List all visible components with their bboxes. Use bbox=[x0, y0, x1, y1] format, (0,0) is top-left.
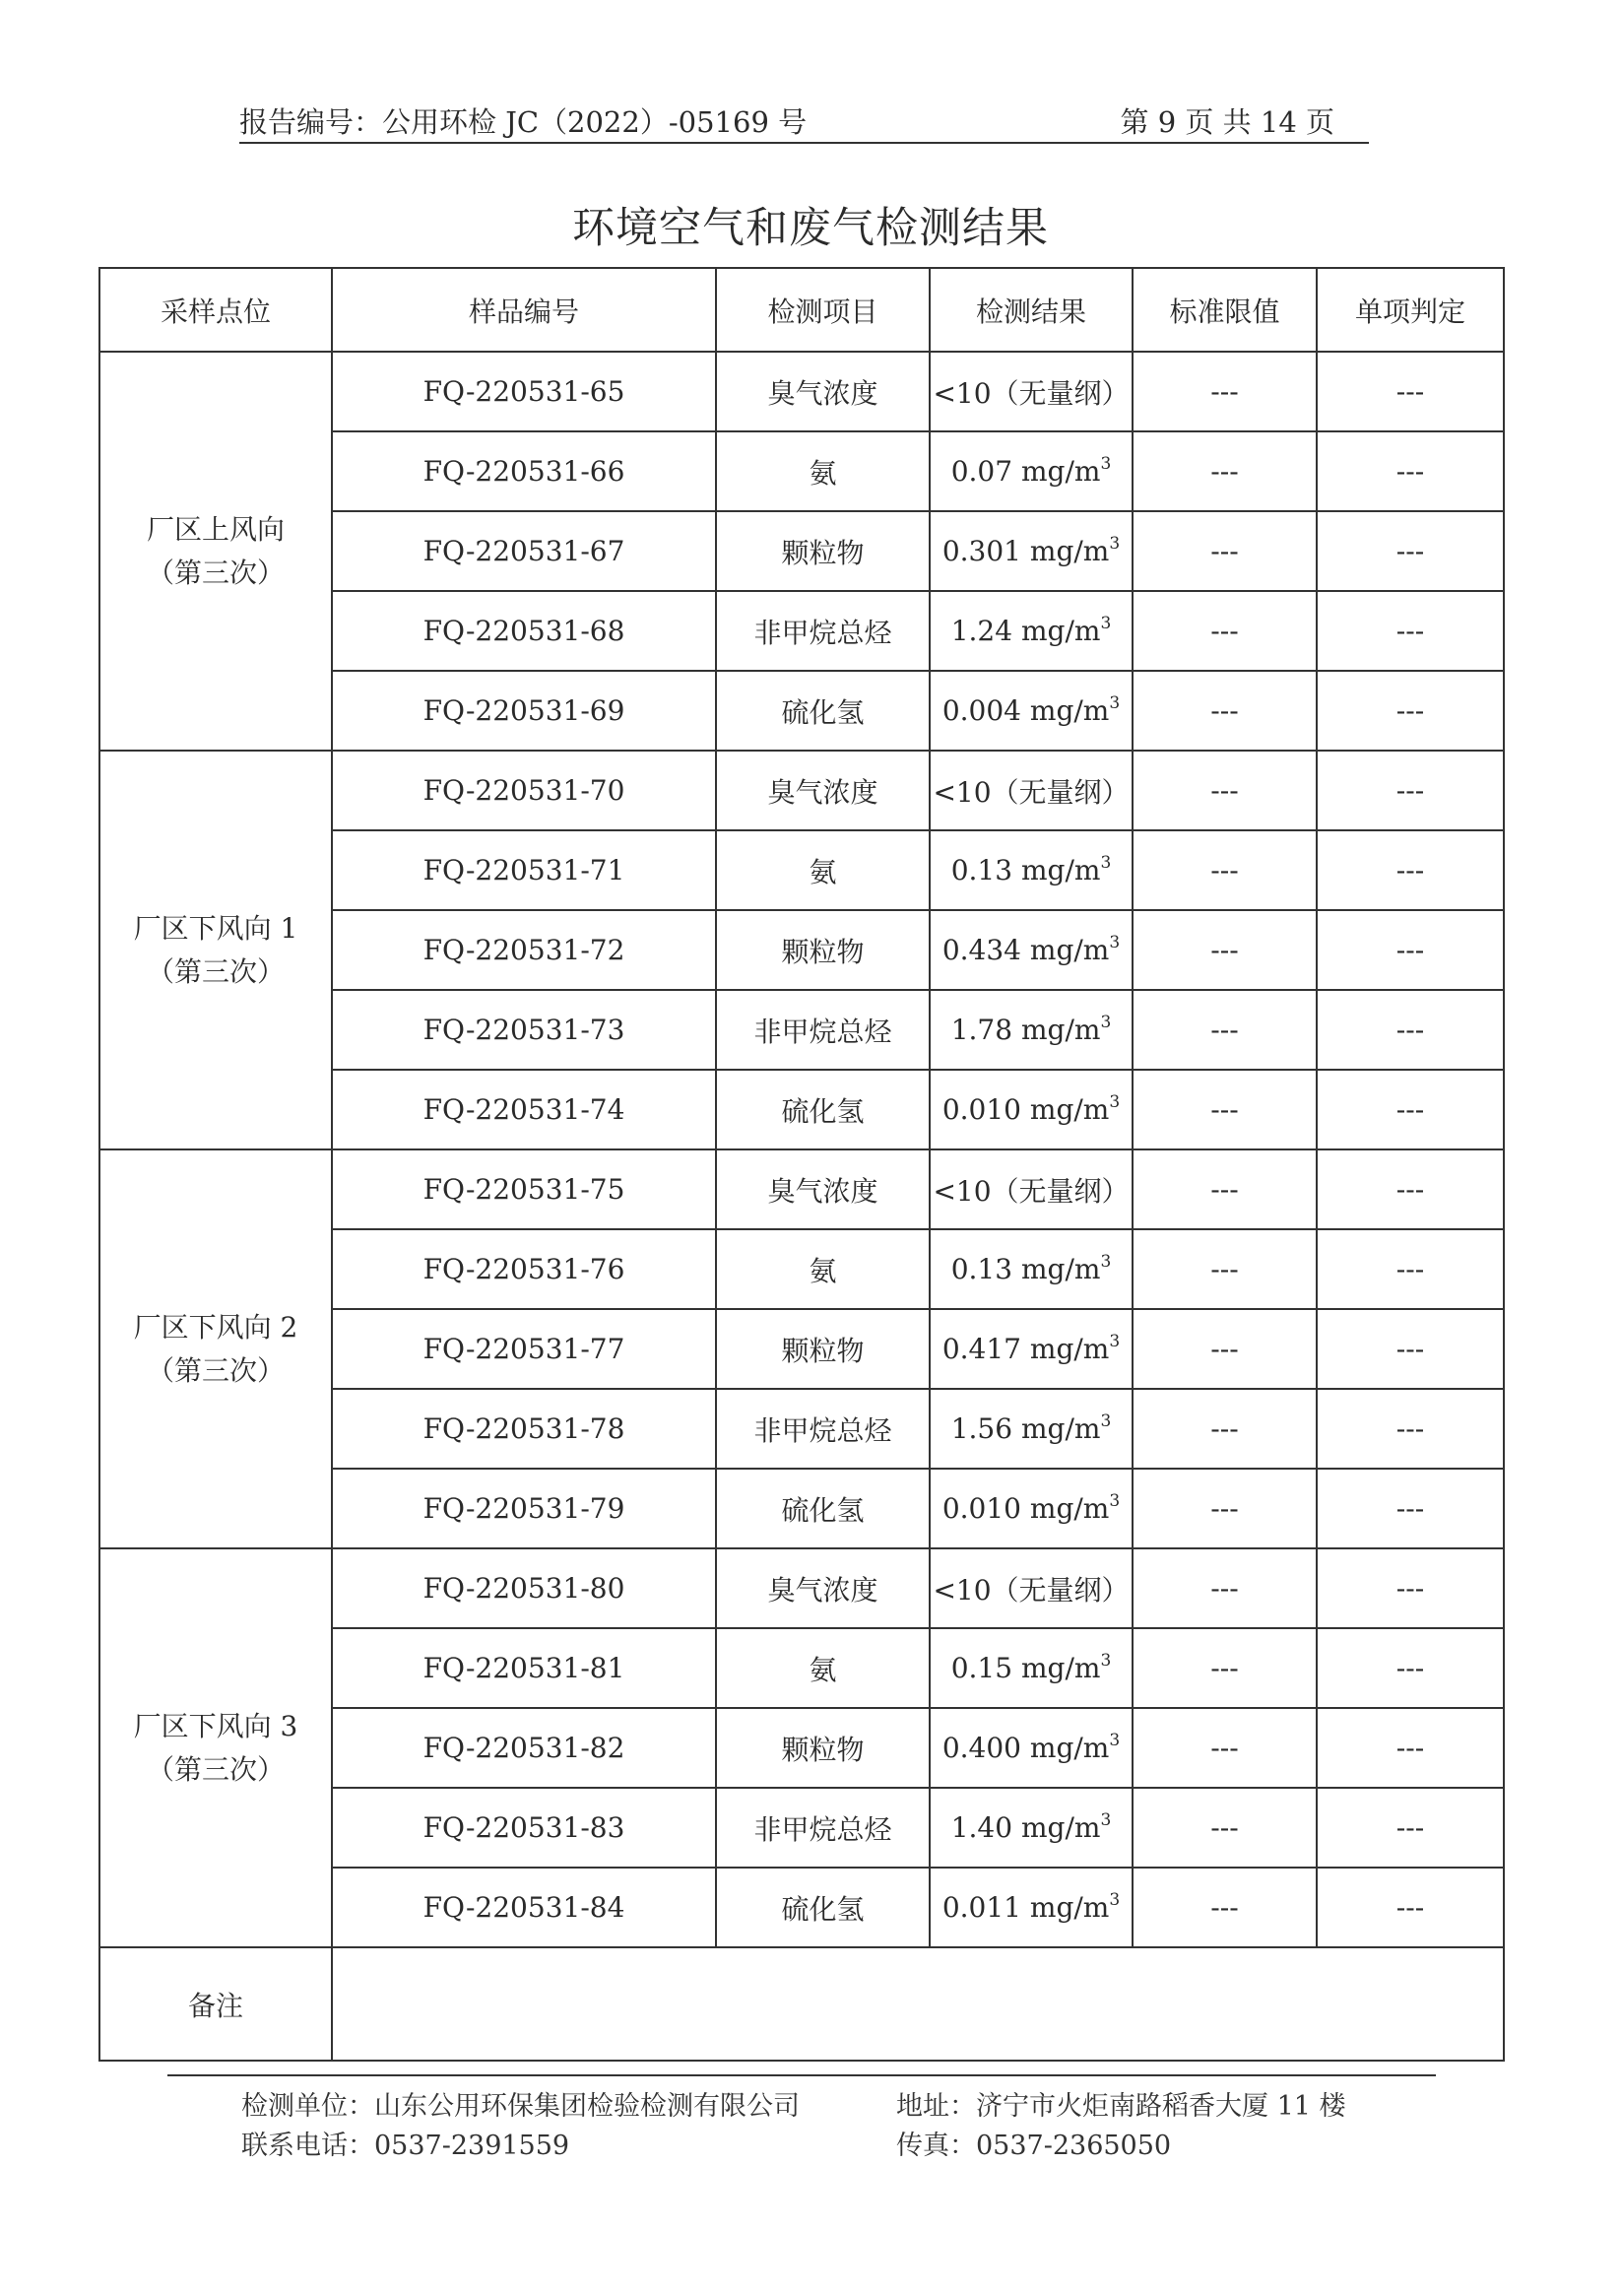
judgement-cell: --- bbox=[1317, 1548, 1504, 1628]
table-header-row bbox=[99, 268, 1504, 352]
result-unit: mg/m bbox=[1029, 1093, 1110, 1126]
sample-id-cell: FQ-220531-70 bbox=[332, 751, 716, 830]
unit-exponent: 3 bbox=[1100, 454, 1112, 474]
result-cell bbox=[930, 1229, 1133, 1309]
result-unit: mg/m bbox=[1020, 854, 1101, 886]
standard-limit-cell: --- bbox=[1133, 1469, 1317, 1548]
test-item-cell: 硫化氢 bbox=[716, 1469, 930, 1548]
result-cell bbox=[930, 511, 1133, 591]
test-item-cell: 氨 bbox=[716, 830, 930, 910]
result-cell bbox=[930, 1149, 1133, 1229]
standard-limit-cell: --- bbox=[1133, 352, 1317, 431]
result-unit: mg/m bbox=[1029, 1732, 1110, 1764]
contact-phone: 联系电话：0537-2391559 bbox=[241, 2131, 570, 2161]
judgement-cell: --- bbox=[1317, 990, 1504, 1070]
testing-unit: 检测单位：山东公用环保集团检验检测有限公司 bbox=[241, 2091, 800, 2122]
judgement-cell: --- bbox=[1317, 1788, 1504, 1868]
test-item-cell: 颗粒物 bbox=[716, 910, 930, 990]
site-round: （第三次） bbox=[146, 1752, 285, 1786]
test-item-cell: 非甲烷总烃 bbox=[716, 1389, 930, 1469]
test-item-cell: 臭气浓度 bbox=[716, 352, 930, 431]
address: 地址：济宁市火炬南路稻香大厦 11 楼 bbox=[896, 2091, 1346, 2122]
column-header: 检测项目 bbox=[716, 268, 930, 352]
result-unit: mg/m bbox=[1029, 1891, 1110, 1924]
results-body bbox=[99, 352, 1504, 2061]
sample-id-cell: FQ-220531-81 bbox=[332, 1628, 716, 1708]
result-unit: mg/m bbox=[1029, 535, 1110, 567]
test-item-cell: 硫化氢 bbox=[716, 671, 930, 751]
result-unit: mg/m bbox=[1029, 1492, 1110, 1525]
standard-limit-cell: --- bbox=[1133, 1708, 1317, 1788]
judgement-cell: --- bbox=[1317, 910, 1504, 990]
judgement-cell: --- bbox=[1317, 1309, 1504, 1389]
result-unit: mg/m bbox=[1020, 1652, 1101, 1684]
sample-id-cell: FQ-220531-67 bbox=[332, 511, 716, 591]
sample-id-cell: FQ-220531-84 bbox=[332, 1868, 716, 1947]
site-name: 厂区下风向 3 bbox=[133, 1709, 298, 1742]
judgement-cell: --- bbox=[1317, 431, 1504, 511]
sample-id-cell: FQ-220531-82 bbox=[332, 1708, 716, 1788]
column-header: 检测结果 bbox=[930, 268, 1133, 352]
standard-limit-cell: --- bbox=[1133, 1389, 1317, 1469]
result-value: 1.40 bbox=[950, 1811, 1013, 1844]
result-value: <10（无量纲） bbox=[933, 1174, 1130, 1208]
standard-limit-cell: --- bbox=[1133, 990, 1317, 1070]
fax: 传真：0537-2365050 bbox=[896, 2131, 1172, 2161]
test-item-cell: 颗粒物 bbox=[716, 511, 930, 591]
column-header: 采样点位 bbox=[99, 268, 332, 352]
report-header bbox=[239, 95, 1369, 144]
sample-id-cell: FQ-220531-77 bbox=[332, 1309, 716, 1389]
test-item-cell: 臭气浓度 bbox=[716, 1149, 930, 1229]
sample-id-cell: FQ-220531-76 bbox=[332, 1229, 716, 1309]
table-row bbox=[99, 1548, 1504, 1628]
result-unit: mg/m bbox=[1020, 1811, 1101, 1844]
remark-row bbox=[99, 1947, 1504, 2061]
judgement-cell: --- bbox=[1317, 1628, 1504, 1708]
standard-limit-cell: --- bbox=[1133, 910, 1317, 990]
result-cell bbox=[930, 591, 1133, 671]
unit-exponent: 3 bbox=[1109, 693, 1121, 713]
result-unit: mg/m bbox=[1029, 1333, 1110, 1365]
result-value: 0.434 bbox=[941, 934, 1021, 966]
sample-id-cell: FQ-220531-74 bbox=[332, 1070, 716, 1149]
result-cell bbox=[930, 1868, 1133, 1947]
result-cell bbox=[930, 1708, 1133, 1788]
result-cell bbox=[930, 1469, 1133, 1548]
result-unit: mg/m bbox=[1020, 1253, 1101, 1285]
judgement-cell: --- bbox=[1317, 352, 1504, 431]
table-row bbox=[99, 1149, 1504, 1229]
test-item-cell: 氨 bbox=[716, 1229, 930, 1309]
result-value: 0.301 bbox=[941, 535, 1021, 567]
sampling-site-cell bbox=[99, 1149, 332, 1548]
result-cell bbox=[930, 1788, 1133, 1868]
remark-label: 备注 bbox=[99, 1947, 332, 2061]
unit-exponent: 3 bbox=[1100, 1651, 1112, 1671]
standard-limit-cell: --- bbox=[1133, 1309, 1317, 1389]
result-cell bbox=[930, 751, 1133, 830]
result-cell bbox=[930, 1309, 1133, 1389]
site-name: 厂区下风向 1 bbox=[133, 911, 298, 945]
result-value: 0.004 bbox=[941, 694, 1021, 727]
test-item-cell: 硫化氢 bbox=[716, 1070, 930, 1149]
sampling-site-cell bbox=[99, 352, 332, 751]
column-header: 标准限值 bbox=[1133, 268, 1317, 352]
unit-exponent: 3 bbox=[1109, 1332, 1121, 1351]
standard-limit-cell: --- bbox=[1133, 1868, 1317, 1947]
test-item-cell: 臭气浓度 bbox=[716, 751, 930, 830]
result-cell bbox=[930, 1070, 1133, 1149]
standard-limit-cell: --- bbox=[1133, 1548, 1317, 1628]
unit-exponent: 3 bbox=[1100, 1013, 1112, 1032]
unit-exponent: 3 bbox=[1100, 1252, 1112, 1272]
result-cell bbox=[930, 671, 1133, 751]
standard-limit-cell: --- bbox=[1133, 1229, 1317, 1309]
result-value: 0.400 bbox=[941, 1732, 1021, 1764]
judgement-cell: --- bbox=[1317, 591, 1504, 671]
result-value: 0.011 bbox=[941, 1891, 1021, 1924]
page-indicator: 第 9 页 共 14 页 bbox=[1120, 105, 1334, 139]
remark-value bbox=[332, 1947, 1504, 2061]
page-footer bbox=[167, 2074, 1436, 2161]
result-cell bbox=[930, 1628, 1133, 1708]
result-value: 0.13 bbox=[950, 1253, 1013, 1285]
result-unit: mg/m bbox=[1029, 694, 1110, 727]
judgement-cell: --- bbox=[1317, 1708, 1504, 1788]
test-item-cell: 颗粒物 bbox=[716, 1708, 930, 1788]
standard-limit-cell: --- bbox=[1133, 671, 1317, 751]
standard-limit-cell: --- bbox=[1133, 1628, 1317, 1708]
sample-id-cell: FQ-220531-72 bbox=[332, 910, 716, 990]
site-round: （第三次） bbox=[146, 1353, 285, 1387]
site-name: 厂区上风向 bbox=[146, 512, 285, 546]
result-unit: mg/m bbox=[1020, 455, 1101, 488]
result-value: <10（无量纲） bbox=[933, 1573, 1130, 1607]
result-unit: mg/m bbox=[1029, 934, 1110, 966]
standard-limit-cell: --- bbox=[1133, 431, 1317, 511]
site-name: 厂区下风向 2 bbox=[133, 1310, 298, 1344]
result-cell bbox=[930, 910, 1133, 990]
table-row bbox=[99, 751, 1504, 830]
site-round: （第三次） bbox=[146, 556, 285, 589]
sample-id-cell: FQ-220531-69 bbox=[332, 671, 716, 751]
standard-limit-cell: --- bbox=[1133, 1788, 1317, 1868]
judgement-cell: --- bbox=[1317, 1149, 1504, 1229]
test-item-cell: 氨 bbox=[716, 1628, 930, 1708]
table-row bbox=[99, 352, 1504, 431]
column-header: 样品编号 bbox=[332, 268, 716, 352]
sample-id-cell: FQ-220531-75 bbox=[332, 1149, 716, 1229]
judgement-cell: --- bbox=[1317, 511, 1504, 591]
test-item-cell: 颗粒物 bbox=[716, 1309, 930, 1389]
judgement-cell: --- bbox=[1317, 830, 1504, 910]
test-item-cell: 非甲烷总烃 bbox=[716, 1788, 930, 1868]
sample-id-cell: FQ-220531-66 bbox=[332, 431, 716, 511]
standard-limit-cell: --- bbox=[1133, 1149, 1317, 1229]
judgement-cell: --- bbox=[1317, 751, 1504, 830]
result-value: 0.010 bbox=[941, 1492, 1021, 1525]
result-value: 1.78 bbox=[950, 1014, 1013, 1046]
standard-limit-cell: --- bbox=[1133, 591, 1317, 671]
sample-id-cell: FQ-220531-80 bbox=[332, 1548, 716, 1628]
result-value: 1.56 bbox=[950, 1412, 1013, 1445]
sample-id-cell: FQ-220531-78 bbox=[332, 1389, 716, 1469]
result-value: 0.13 bbox=[950, 854, 1013, 886]
judgement-cell: --- bbox=[1317, 1070, 1504, 1149]
test-item-cell: 硫化氢 bbox=[716, 1868, 930, 1947]
unit-exponent: 3 bbox=[1100, 1810, 1112, 1830]
result-unit: mg/m bbox=[1020, 615, 1101, 647]
result-cell bbox=[930, 830, 1133, 910]
judgement-cell: --- bbox=[1317, 671, 1504, 751]
result-value: <10（无量纲） bbox=[933, 376, 1130, 410]
judgement-cell: --- bbox=[1317, 1229, 1504, 1309]
result-value: 0.15 bbox=[950, 1652, 1013, 1684]
sample-id-cell: FQ-220531-73 bbox=[332, 990, 716, 1070]
sample-id-cell: FQ-220531-79 bbox=[332, 1469, 716, 1548]
unit-exponent: 3 bbox=[1100, 853, 1112, 873]
judgement-cell: --- bbox=[1317, 1389, 1504, 1469]
result-value: 0.07 bbox=[950, 455, 1013, 488]
unit-exponent: 3 bbox=[1100, 614, 1112, 633]
result-unit: mg/m bbox=[1020, 1014, 1101, 1046]
result-value: <10（无量纲） bbox=[933, 775, 1130, 809]
report-number: 报告编号：公用环检 JC（2022）-05169 号 bbox=[239, 105, 808, 139]
site-round: （第三次） bbox=[146, 954, 285, 988]
unit-exponent: 3 bbox=[1109, 1890, 1121, 1910]
judgement-cell: --- bbox=[1317, 1868, 1504, 1947]
result-cell bbox=[930, 1548, 1133, 1628]
test-item-cell: 臭气浓度 bbox=[716, 1548, 930, 1628]
result-cell bbox=[930, 1389, 1133, 1469]
test-item-cell: 非甲烷总烃 bbox=[716, 990, 930, 1070]
judgement-cell: --- bbox=[1317, 1469, 1504, 1548]
sampling-site-cell bbox=[99, 1548, 332, 1947]
sample-id-cell: FQ-220531-68 bbox=[332, 591, 716, 671]
result-cell bbox=[930, 352, 1133, 431]
sample-id-cell: FQ-220531-71 bbox=[332, 830, 716, 910]
unit-exponent: 3 bbox=[1109, 1491, 1121, 1511]
unit-exponent: 3 bbox=[1109, 534, 1121, 554]
result-unit: mg/m bbox=[1020, 1412, 1101, 1445]
results-table bbox=[98, 267, 1505, 2062]
unit-exponent: 3 bbox=[1109, 1731, 1121, 1750]
sample-id-cell: FQ-220531-65 bbox=[332, 352, 716, 431]
column-header: 单项判定 bbox=[1317, 268, 1504, 352]
result-cell bbox=[930, 990, 1133, 1070]
result-cell bbox=[930, 431, 1133, 511]
standard-limit-cell: --- bbox=[1133, 751, 1317, 830]
sampling-site-cell bbox=[99, 751, 332, 1149]
unit-exponent: 3 bbox=[1100, 1411, 1112, 1431]
sample-id-cell: FQ-220531-83 bbox=[332, 1788, 716, 1868]
test-item-cell: 非甲烷总烃 bbox=[716, 591, 930, 671]
unit-exponent: 3 bbox=[1109, 1092, 1121, 1112]
result-value: 0.417 bbox=[941, 1333, 1021, 1365]
result-value: 1.24 bbox=[950, 615, 1013, 647]
standard-limit-cell: --- bbox=[1133, 830, 1317, 910]
page-title: 环境空气和废气检测结果 bbox=[572, 204, 1049, 253]
unit-exponent: 3 bbox=[1109, 933, 1121, 952]
standard-limit-cell: --- bbox=[1133, 511, 1317, 591]
result-value: 0.010 bbox=[941, 1093, 1021, 1126]
standard-limit-cell: --- bbox=[1133, 1070, 1317, 1149]
test-item-cell: 氨 bbox=[716, 431, 930, 511]
